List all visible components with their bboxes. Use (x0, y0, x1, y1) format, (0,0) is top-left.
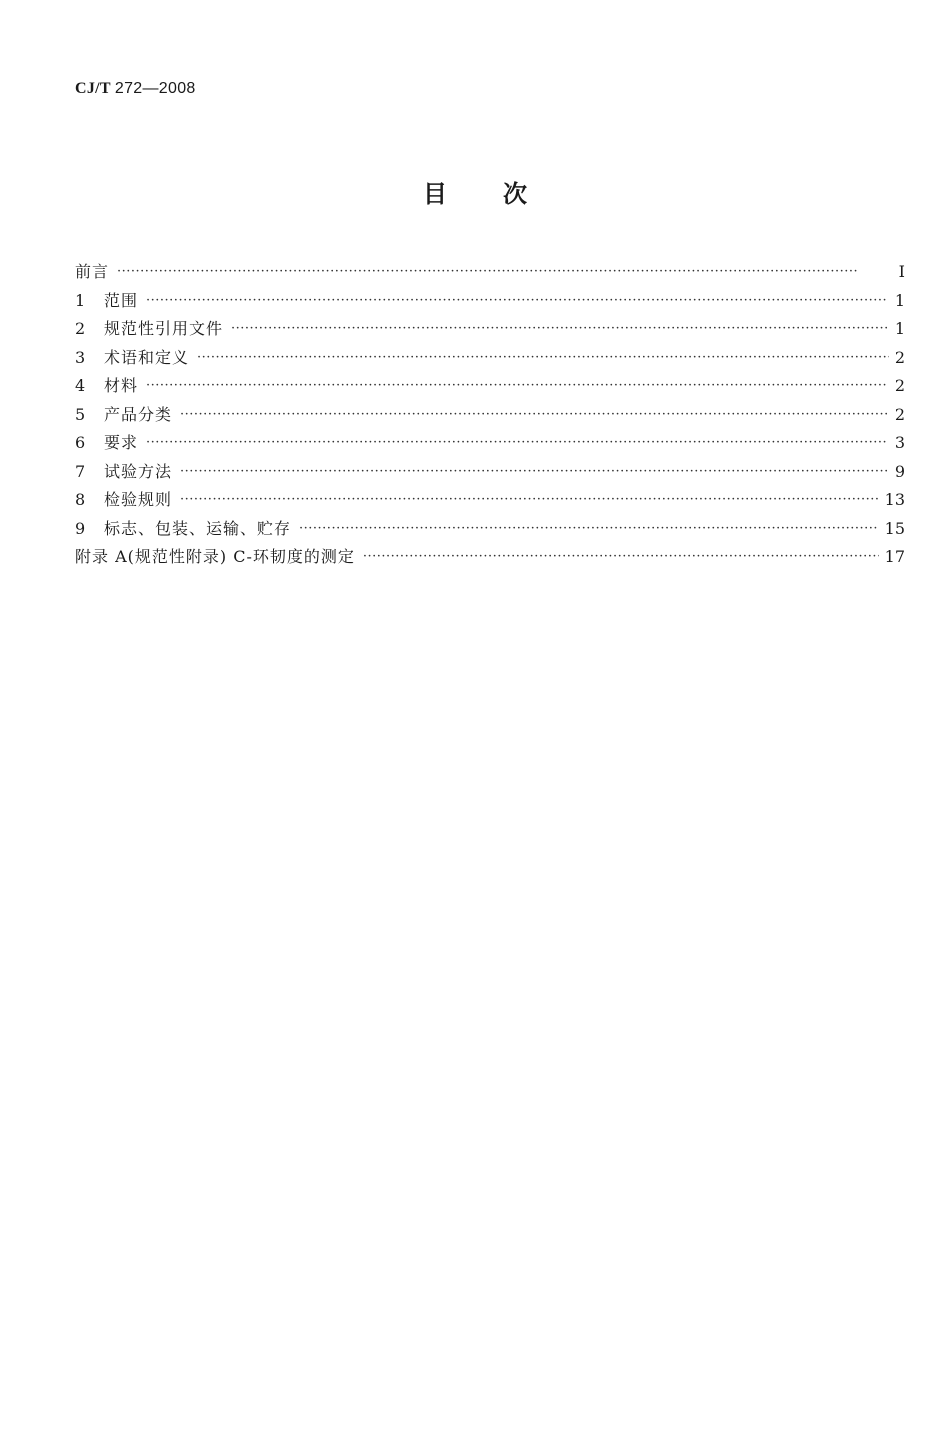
toc-label: 范围 (104, 290, 139, 310)
toc-section-number: 5 (75, 404, 86, 424)
toc-page-number: 1 (894, 290, 905, 310)
toc-entry-classification[interactable] (75, 402, 905, 431)
toc-leader-dots (146, 435, 889, 450)
toc-leader-dots (146, 293, 889, 308)
toc-leader-dots (180, 407, 889, 422)
toc-section-number: 8 (75, 490, 86, 509)
title-char-2: 次 (503, 180, 527, 208)
toc-section-number: 9 (75, 518, 86, 538)
toc-entry-normative-references[interactable] (75, 316, 905, 345)
toc-page-number: I (898, 262, 905, 281)
toc-leader-dots (299, 521, 879, 536)
toc-leader-dots (231, 321, 889, 336)
toc-label: 试验方法 (104, 461, 173, 481)
toc-page-number: 2 (894, 376, 905, 395)
toc-entry-terms-definitions[interactable] (75, 345, 905, 374)
table-of-contents (75, 259, 905, 573)
toc-leader-dots (197, 350, 889, 365)
toc-label: 产品分类 (104, 404, 173, 424)
toc-page-number: 2 (894, 347, 905, 367)
toc-entry-inspection-rules[interactable] (75, 487, 905, 516)
toc-page-number: 13 (884, 490, 905, 509)
toc-label: 附录 A(规范性附录) C-环韧度的测定 (75, 547, 355, 566)
toc-entry-requirements[interactable] (75, 430, 905, 459)
toc-label: 材料 (104, 376, 139, 395)
toc-page-number: 3 (894, 433, 905, 452)
toc-leader-dots (180, 464, 889, 479)
toc-entry-annex-a[interactable] (75, 544, 905, 573)
toc-section-number: 7 (75, 461, 86, 481)
toc-entry-test-methods[interactable] (75, 459, 905, 488)
toc-label: 术语和定义 (104, 347, 190, 367)
toc-leader-dots (117, 264, 889, 279)
toc-entry-foreword[interactable] (75, 259, 905, 288)
toc-leader-dots (180, 492, 879, 507)
toc-leader-dots (363, 549, 879, 564)
page-title (0, 174, 950, 209)
toc-section-number: 1 (75, 290, 86, 310)
toc-page-number: 15 (884, 518, 905, 538)
toc-section-number: 6 (75, 433, 86, 452)
toc-section-number: 2 (75, 319, 86, 338)
toc-label: 前言 (75, 262, 110, 281)
toc-label: 检验规则 (104, 490, 173, 509)
toc-label: 规范性引用文件 (104, 319, 224, 338)
toc-entry-marking-packaging[interactable] (75, 516, 905, 545)
standard-prefix: CJ/T (75, 80, 111, 97)
toc-section-number: 4 (75, 376, 86, 395)
toc-section-number: 3 (75, 347, 86, 367)
title-char-1: 目 (423, 180, 447, 208)
toc-page-number: 17 (884, 547, 905, 566)
toc-label: 要求 (104, 433, 139, 452)
standard-code (75, 80, 196, 98)
toc-entry-materials[interactable] (75, 373, 905, 402)
toc-entry-scope[interactable] (75, 288, 905, 317)
toc-label: 标志、包装、运输、贮存 (104, 518, 292, 538)
standard-number: 272—2008 (114, 80, 196, 97)
toc-page-number: 9 (894, 461, 905, 481)
toc-page-number: 1 (894, 319, 905, 338)
toc-page-number: 2 (894, 404, 905, 424)
toc-leader-dots (146, 378, 889, 393)
